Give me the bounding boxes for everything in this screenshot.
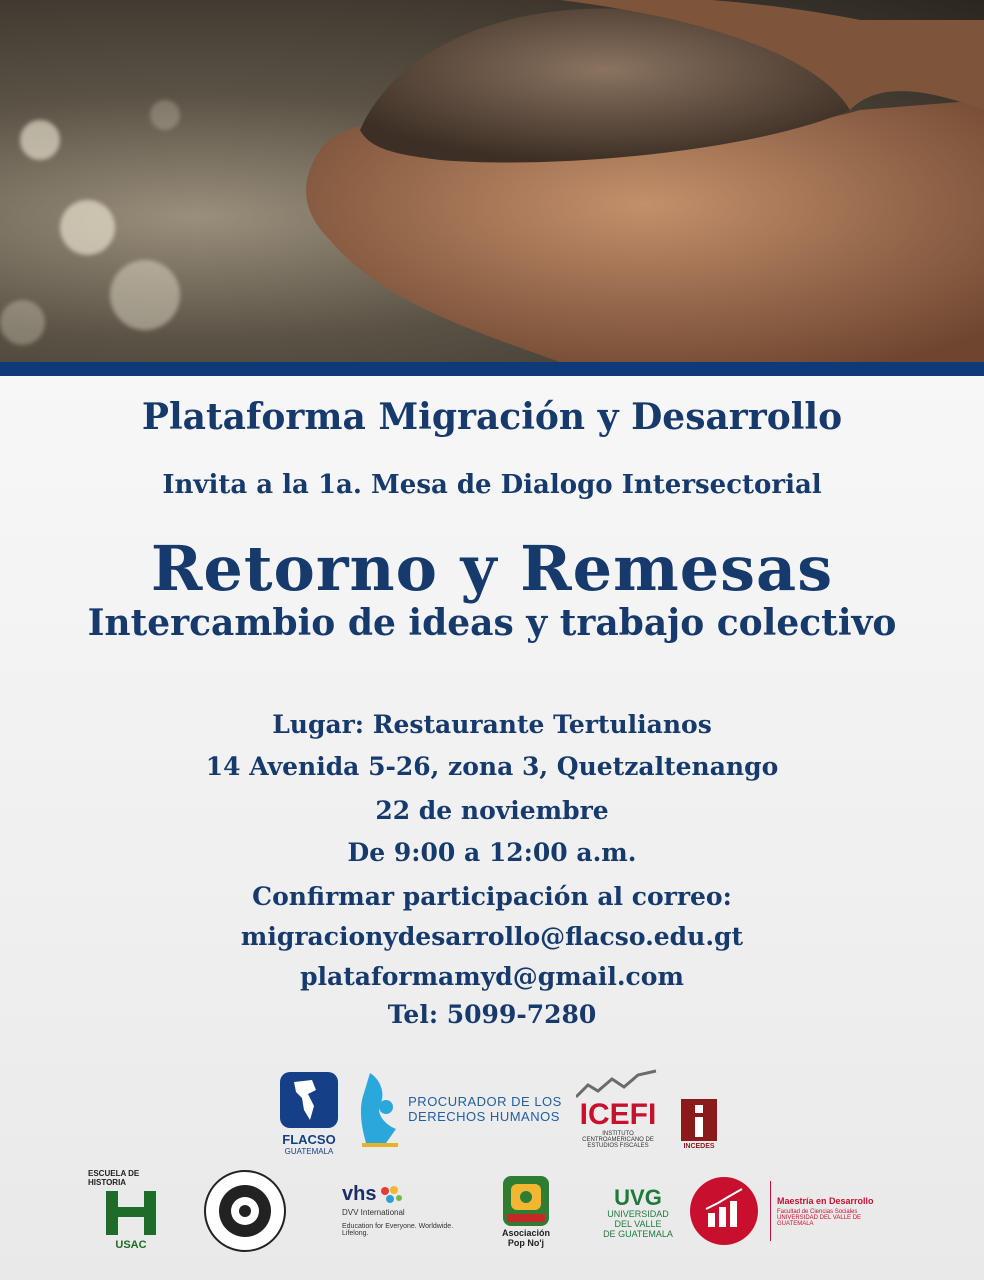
icefi-name: ICEFI [579,1098,657,1131]
incedes-logo [676,1092,722,1154]
flacso-name: FLACSO [282,1132,336,1147]
flacso-logo [272,1066,346,1162]
organization-name: Plataforma Migración y Desarrollo [141,396,843,438]
maestria-title: Maestría en Desarrollo [777,1195,874,1206]
email-link-flacso[interactable]: migracionydesarrollo@flacso.edu.gt [240,922,744,951]
uvg-line1: UNIVERSIDAD [607,1209,669,1219]
flacso-sub: GUATEMALA [284,1147,334,1156]
iihaa-seal-logo [200,1168,290,1254]
event-title: Retorno y Remesas [150,532,834,605]
confirm-text: Confirmar participación al correo: [252,882,732,911]
flacso-map-icon [280,1072,338,1128]
seal-icon [202,1168,288,1254]
maestria-logo [688,1172,894,1250]
vhs-name: vhs [342,1183,377,1205]
growth-chart-icon [688,1175,760,1247]
header-band [0,362,984,376]
uvg-line3: DE GUATEMALA [603,1229,673,1239]
invitation-text: Invita a la 1a. Mesa de Dialogo Intersectorial [162,470,822,500]
uvg-name: UVG [614,1185,662,1210]
uvg-logo [600,1178,676,1248]
pdh-line2: DERECHOS HUMANOS [408,1109,560,1124]
hero-image-soil-hands [0,0,984,362]
popnoj-glyph-icon [501,1174,551,1228]
email-link-gmail[interactable]: plataformamyd@gmail.com [300,962,684,991]
event-address: 14 Avenida 5-26, zona 3, Quetzaltenango [205,752,779,781]
event-place: Lugar: Restaurante Tertulianos [272,710,712,739]
pdh-figure-icon [356,1069,404,1149]
phone-number: Tel: 5099-7280 [387,1000,597,1029]
incedes-name: INCEDES [683,1142,715,1150]
incedes-i-icon [679,1097,719,1143]
pdh-logo [356,1066,562,1152]
event-subtitle: Intercambio de ideas y trabajo colectivo [87,602,897,644]
usac-h-icon [96,1187,166,1239]
usac-bottom-text: USAC [115,1239,147,1251]
vhs-logo [342,1172,462,1248]
usac-logo [88,1168,174,1252]
event-date: 22 de noviembre [375,796,609,825]
popnoj-name: Asociación Pop No'j [501,1228,550,1248]
icefi-logo [572,1066,664,1152]
popnoj-logo [494,1168,558,1254]
pdh-line1: PROCURADOR DE LOS [408,1094,562,1109]
icefi-sub: INSTITUTO CENTROAMERICANO DE ESTUDIOS FISCALES [582,1131,654,1149]
maestria-sub: Facultad de Ciencias Sociales UNIVERSIDAD DEL VALLE DE GUATEMALA [777,1208,862,1227]
vhs-tagline: Education for Everyone. Worldwide. Lifelong. [342,1223,454,1237]
vhs-dots-icon [380,1185,404,1205]
hands-illustration [0,0,984,362]
icefi-chart-icon [576,1069,660,1099]
uvg-line2: DEL VALLE [614,1219,662,1229]
event-time: De 9:00 a 12:00 a.m. [347,838,637,867]
vhs-sub: DVV International [342,1208,405,1217]
usac-top-text: ESCUELA DE HISTORIA [88,1169,140,1187]
